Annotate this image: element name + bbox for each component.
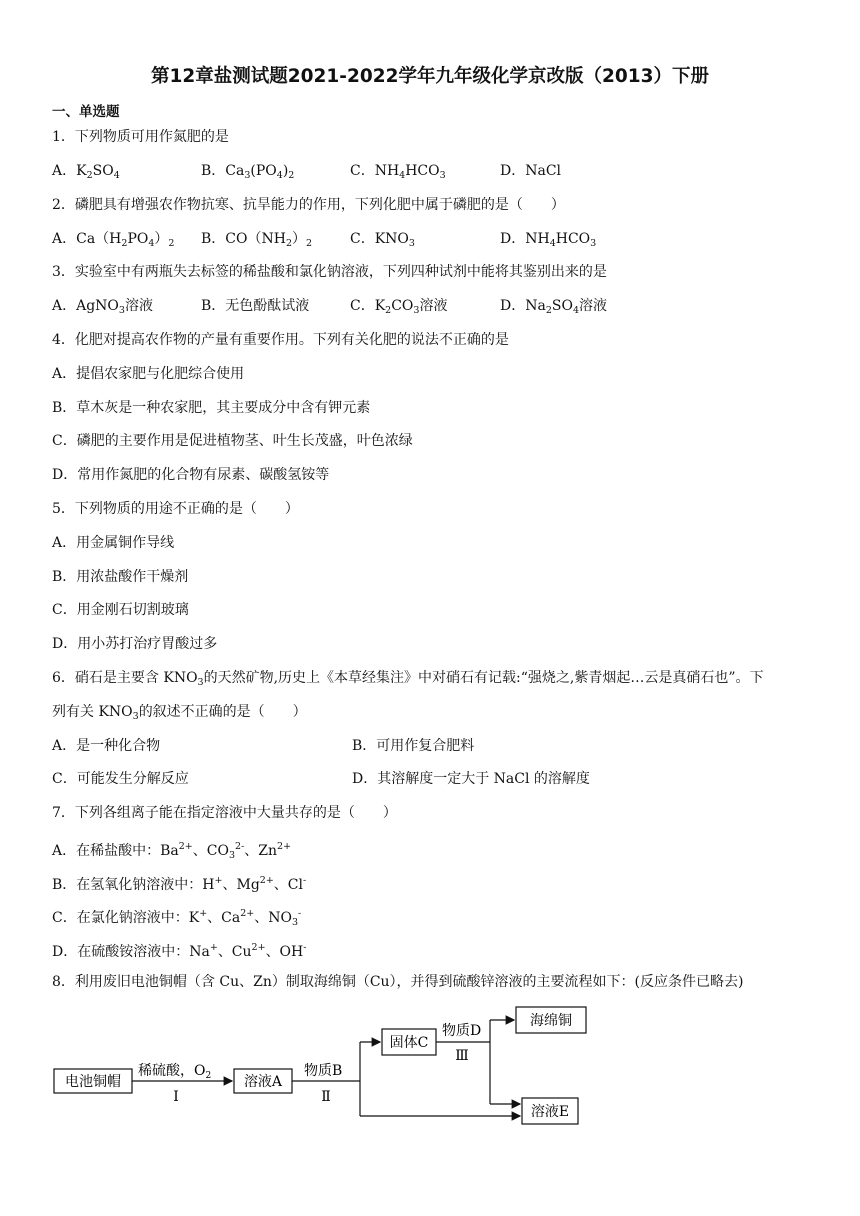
svg-text:固体C: 固体C: [389, 1035, 429, 1051]
q4-option-a: A．提倡农家肥与化肥综合使用: [52, 366, 245, 382]
flow-step-2-label: 物质B: [304, 1063, 343, 1079]
q3-option-a: A．AgNO$_3$溶液: [52, 298, 153, 316]
q1-option-c: C．$NH_4HCO_3$: [350, 163, 446, 181]
flow-step-3-number: Ⅲ: [455, 1048, 469, 1064]
q3-option-d: D．$Na_2SO_4$溶液: [500, 298, 607, 316]
question-5-stem: 5．下列物质的用途不正确的是（ ）: [52, 501, 299, 517]
question-7-stem: 7．下列各组离子能在指定溶液中大量共存的是（ ）: [52, 805, 397, 821]
q7-option-b: B．在氢氧化钠溶液中：H+、$Mg^{2+}$、Cl-: [52, 875, 307, 893]
q2-option-a: A．$Ca(H_2PO_4)_2$: [52, 231, 175, 249]
q1-option-b: B．$Ca_3(PO_4)_2$: [201, 163, 295, 181]
question-8-stem: 8．利用废旧电池铜帽（含 Cu、Zn）制取海绵铜（Cu），并得到硫酸锌溶液的主要流程如下：(反应条件已略去): [52, 974, 744, 990]
section-heading: 一、单选题: [52, 104, 120, 120]
q6-option-c: C．可能发生分解反应: [52, 771, 189, 787]
q7-option-a: A．在稀盐酸中：$Ba^{2+}$、$CO_3^{2-}$、$Zn^{2+}$: [52, 841, 292, 861]
q1-option-a: A．$K_2SO_4$: [52, 163, 120, 181]
q4-option-d: D．常用作氮肥的化合物有尿素、碳酸氢铵等: [52, 467, 330, 483]
question-1-stem: 1．下列物质可用作氮肥的是: [52, 129, 229, 145]
svg-text:溶液A: 溶液A: [243, 1074, 283, 1090]
q5-option-b: B．用浓盐酸作干燥剂: [52, 569, 189, 585]
flow-box-product: [516, 1007, 586, 1033]
question-6-stem-cont: 列有关 $KNO_3$的叙述不正确的是（ ）: [52, 704, 307, 722]
question-4-stem: 4．化肥对提高农作物的产量有重要作用。下列有关化肥的说法不正确的是: [52, 332, 509, 348]
q5-option-c: C．用金刚石切割玻璃: [52, 602, 189, 618]
q4-option-b: B．草木灰是一种农家肥，其主要成分中含有钾元素: [52, 400, 371, 416]
flow-box-solution-a: [234, 1069, 292, 1093]
svg-text:海绵铜: 海绵铜: [530, 1013, 572, 1029]
svg-text:溶液E: 溶液E: [530, 1104, 570, 1120]
q4-option-c: C．磷肥的主要作用是促进植物茎、叶生长茂盛，叶色浓绿: [52, 433, 413, 449]
question-3-stem: 3．实验室中有两瓶失去标签的稀盐酸和氯化钠溶液，下列四种试剂中能将其鉴别出来的是: [52, 264, 607, 280]
page-title: 第12章盐测试题2021-2022学年九年级化学京改版（2013）下册: [151, 66, 709, 87]
flow-step-3-label: 物质D: [442, 1023, 482, 1039]
q7-option-d: D．在硫酸铵溶液中：Na+、$Cu^{2+}$、OH-: [52, 942, 307, 960]
question-6-stem: 6．硝石是主要含 $KNO_3$的天然矿物,历史上《本草经集注》中对硝石有记载:“强烧之,紫青烟起…云是真硝石也”。下: [52, 670, 764, 688]
q6-option-b: B．可用作复合肥料: [352, 738, 475, 754]
q2-option-b: B．$CO(NH_2)_2$: [201, 231, 313, 249]
q3-option-c: C．$K_2CO_3$溶液: [350, 298, 448, 316]
q1-option-d: D．NaCl: [500, 163, 562, 179]
q2-option-d: D．$NH_4HCO_3$: [500, 231, 597, 249]
flow-box-solution-e: [522, 1098, 578, 1124]
q5-option-d: D．用小苏打治疗胃酸过多: [52, 636, 218, 652]
q2-option-c: C．$KNO_3$: [350, 231, 415, 249]
process-flow-diagram: [52, 1000, 612, 1140]
q5-option-a: A．用金属铜作导线: [52, 535, 175, 551]
q6-option-d: D．其溶解度一定大于 NaCl 的溶解度: [352, 771, 590, 787]
flow-box-start: [54, 1069, 132, 1093]
q6-option-a: A．是一种化合物: [52, 738, 161, 754]
flow-step-2-number: Ⅱ: [321, 1089, 331, 1105]
q3-option-b: B．无色酚酞试液: [201, 298, 310, 314]
svg-text:电池铜帽: 电池铜帽: [65, 1074, 121, 1090]
question-2-stem: 2．磷肥具有增强农作物抗寒、抗旱能力的作用，下列化肥中属于磷肥的是（ ）: [52, 197, 565, 213]
flow-box-solid-c: [382, 1029, 436, 1055]
q7-option-c: C．在氯化钠溶液中：K+、$Ca^{2+}$、$NO_3^-$: [52, 908, 302, 928]
flow-step-1-label: 稀硫酸，$O_2$: [138, 1063, 212, 1081]
flow-step-1-number: Ⅰ: [173, 1089, 179, 1105]
